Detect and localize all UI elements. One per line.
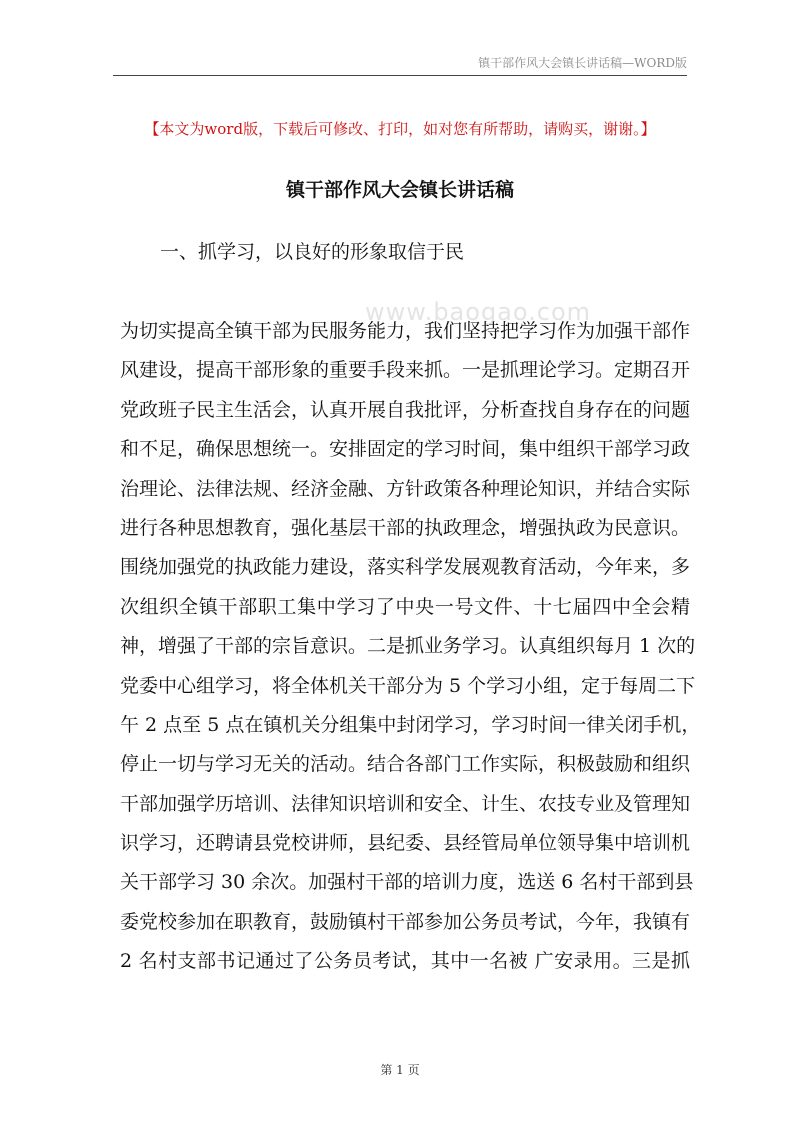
document-title: 镇干部作风大会镇长讲话稿: [285, 179, 514, 201]
body-line: 围绕加强党的执政能力建设，落实科学发展观教育活动，今年来，多: [120, 556, 691, 579]
body-line: 2 名村支部书记通过了公务员考试，其中一名被 广安录用。三是抓: [120, 950, 690, 973]
body-line: 午 2 点至 5 点在镇机关分组集中封闭学习，学习时间一律关闭手机，: [120, 713, 701, 736]
body-line: 委党校参加在职教育，鼓励镇村干部参加公务员考试，今年，我镇有: [120, 910, 691, 933]
body-line: 进行各种思想教育，强化基层干部的执政理念，增强执政为民意识。: [120, 516, 691, 539]
watermark-text: www.baogao.com: [365, 298, 592, 326]
body-line: 和不足，确保思想统一。安排固定的学习时间，集中组织干部学习政: [120, 438, 691, 461]
section-heading: 一、抓学习，以良好的形象取信于民: [160, 241, 465, 263]
body-line: 次组织全镇干部职工集中学习了中央一号文件、十七届四中全会精: [120, 595, 690, 618]
body-line: 党委中心组学习，将全体机关干部分为 5 个学习小组，定于每周二下: [120, 674, 696, 697]
header-divider: [113, 75, 687, 76]
body-line: 关干部学习 30 余次。加强村干部的培训力度，选送 6 名村干部到县: [120, 871, 694, 894]
page-number: 第 1 页: [380, 1063, 420, 1077]
body-line: 干部加强学历培训、法律知识培训和安全、计生、农技专业及管理知: [120, 792, 691, 815]
body-line: 神，增强了干部的宗旨意识。二是抓业务学习。认真组织每月 1 次的: [120, 635, 696, 658]
body-line: 识学习，还聘请县党校讲师，县纪委、县经管局单位领导集中培训机: [120, 832, 691, 855]
body-line: 风建设，提高干部形象的重要手段来抓。一是抓理论学习。定期召开: [120, 359, 691, 382]
body-paragraph: [120, 312, 701, 982]
body-line: 党政班子民主生活会，认真开展自我批评，分析查找自身存在的问题: [120, 398, 691, 421]
body-line: 停止一切与学习无关的活动。结合各部门工作实际，积极鼓励和组织: [120, 753, 691, 776]
purchase-notice: 【本文为word版，下载后可修改、打印，如对您有所帮助，请购买，谢谢。】: [144, 120, 656, 138]
running-header: 镇干部作风大会镇长讲话稿—WORD版: [478, 56, 687, 70]
body-line: 治理论、法律法规、经济金融、方针政策各种理论知识，并结合实际: [120, 477, 691, 500]
body-line: 为切实提高全镇干部为民服务能力，我们坚持把学习作为加强干部作: [120, 320, 691, 342]
